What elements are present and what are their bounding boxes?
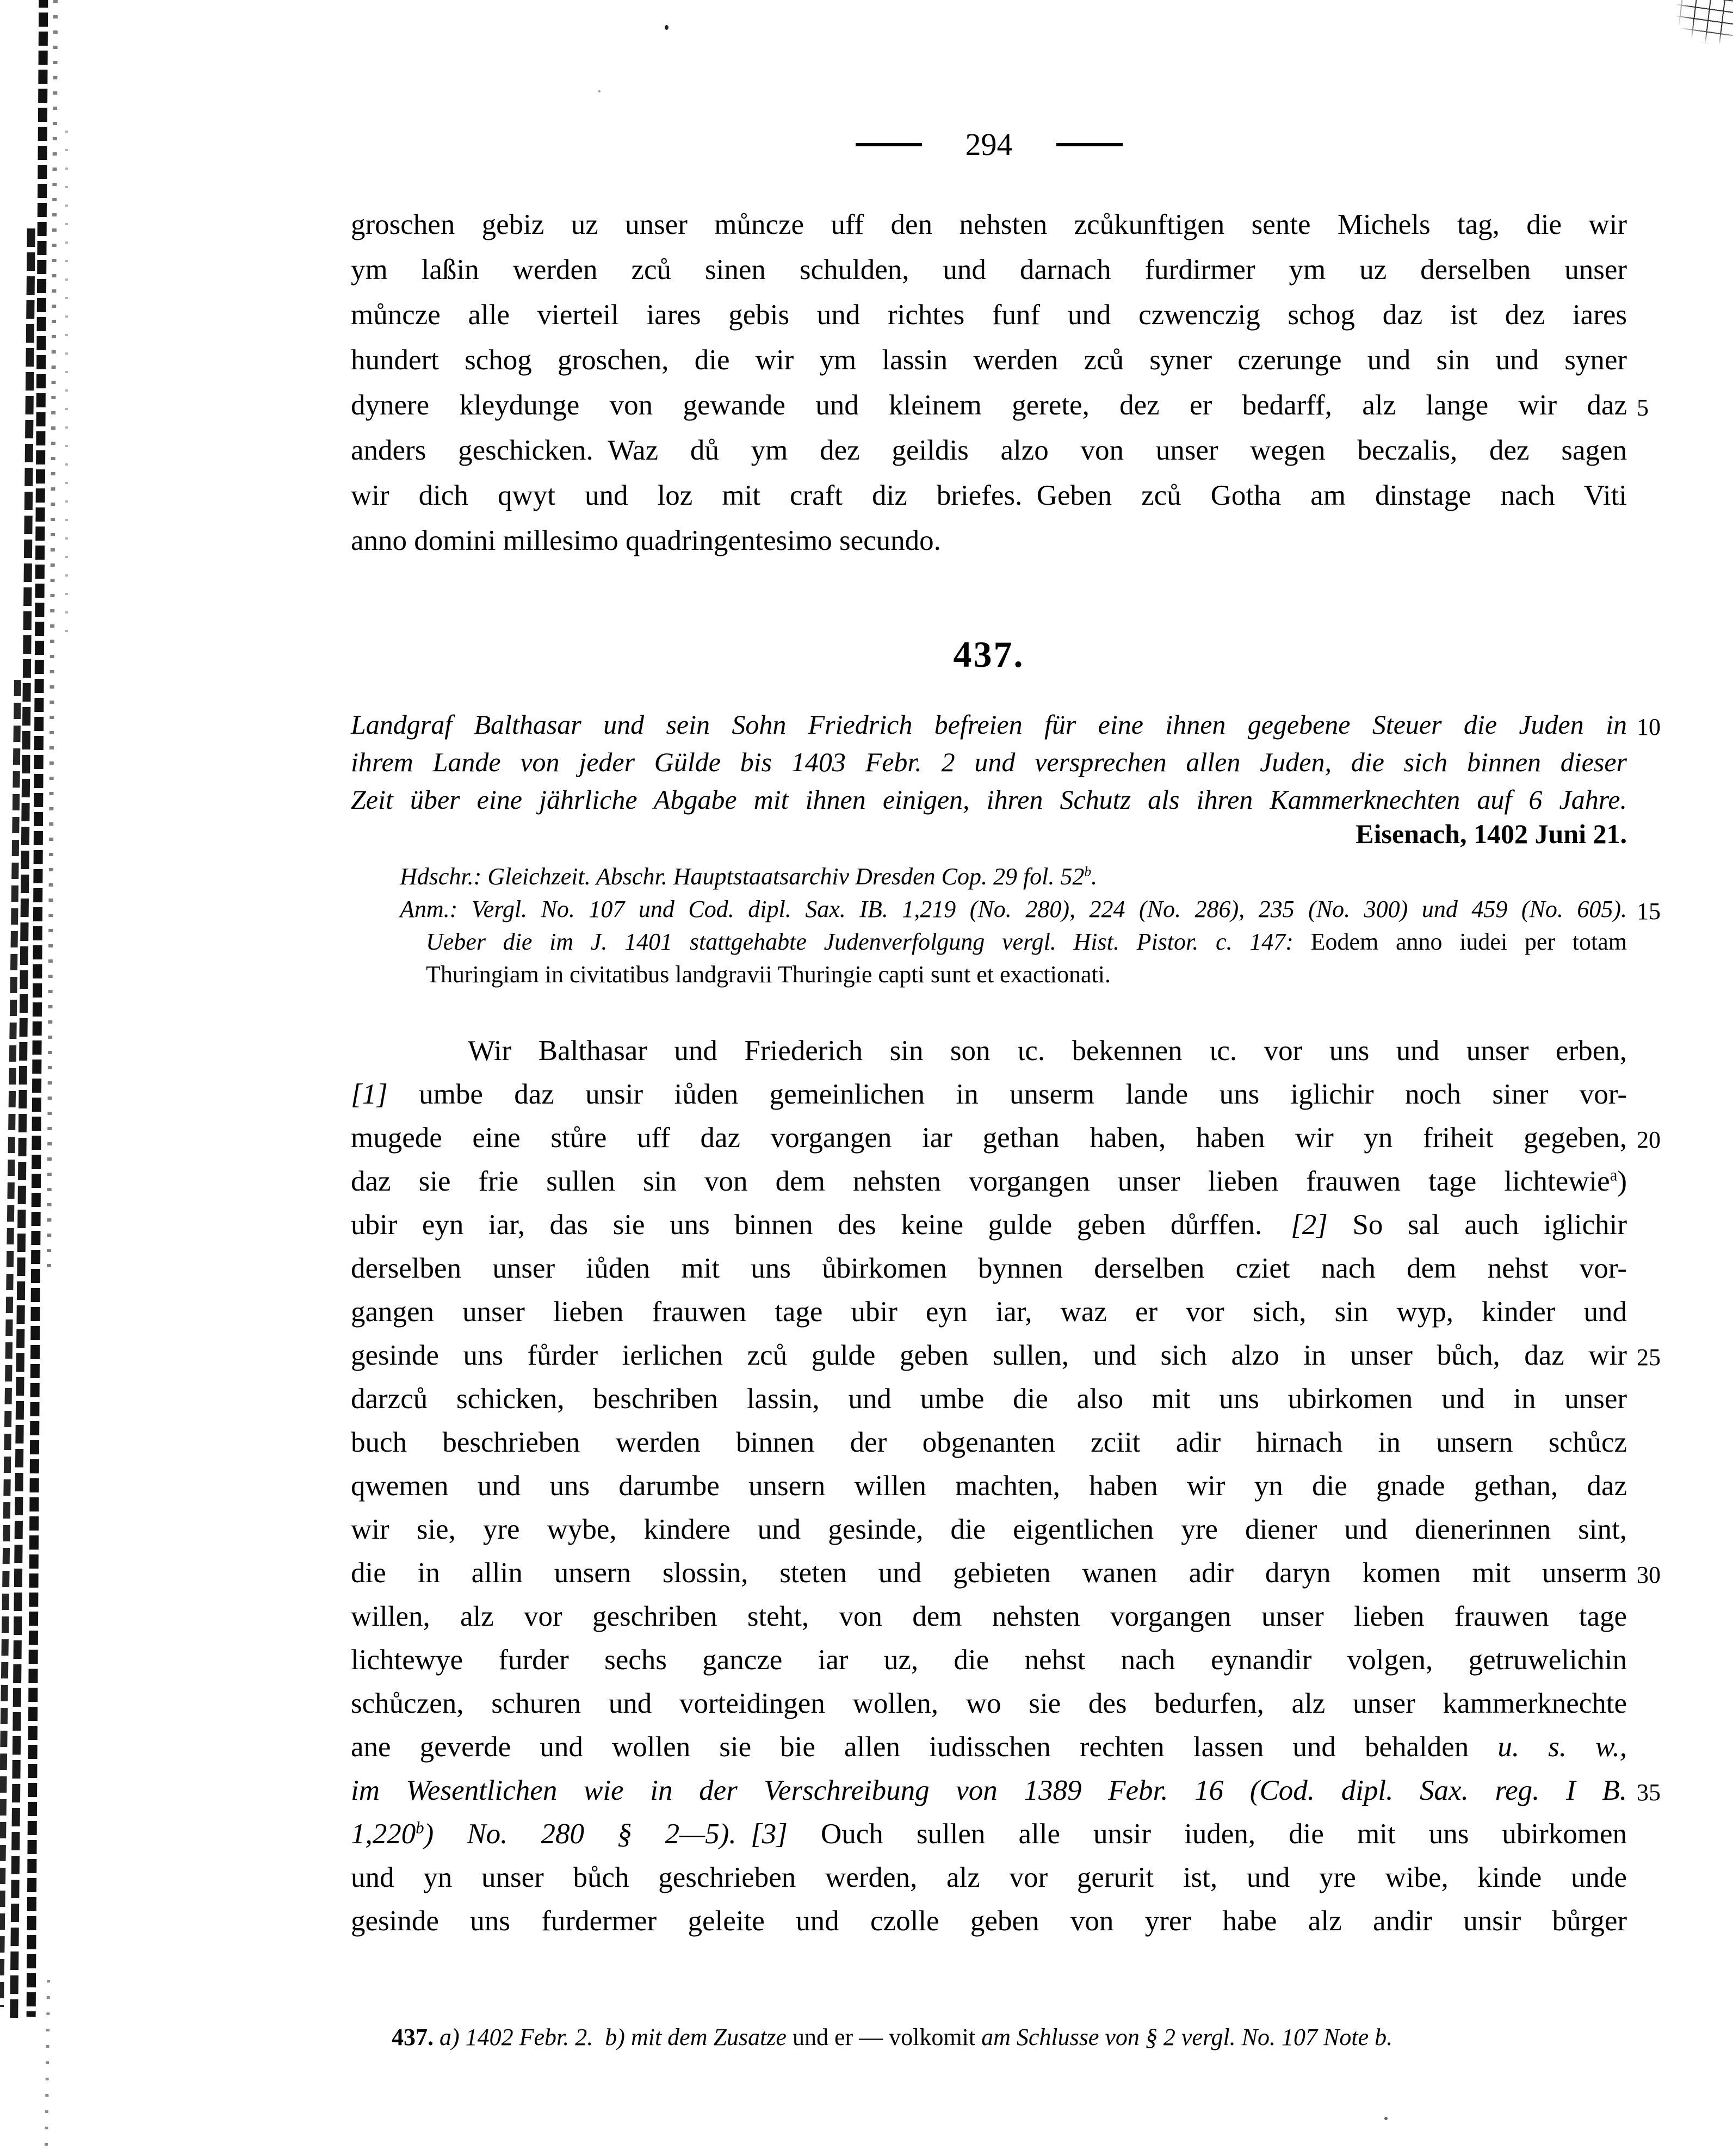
text-segment: wir sie, yre wybe, kindere und gesinde, die eigentlichen yre diener und dienerinnen sint, [351,1514,1627,1545]
text-line [351,1029,1627,1073]
scan-speck [598,90,601,92]
text-segment: und er — volkomit [792,2024,982,2050]
margin-line-number: 25 [1637,1344,1661,1371]
text-line [351,1160,1627,1203]
text-segment: [3] [751,1818,788,1850]
text-segment: ) No. 280 § 2—5). [424,1818,751,1850]
text-segment: Anm.: Vergl. No. 107 und Cod. dipl. Sax. IB. 1,219 (No. 280), 224 (No. 286), 235 (No. 300) und 459 (No. 605). [400,896,1627,922]
margin-line-number: 35 [1637,1779,1661,1806]
entry-dateline: Eisenach, 1402 Juni 21. [1356,819,1627,849]
text-segment: ubir eyn iar, das sie uns binnen des keine gulde geben důrffen. [351,1209,1291,1241]
margin-line-number: 20 [1637,1126,1661,1153]
text-line [351,338,1627,383]
text-line [351,1899,1627,1943]
header-rule-right [1056,143,1123,146]
text-segment: umbe daz unsir iůden gemeinlichen in unserm lande uns iglichir noch siner vor- [387,1079,1627,1110]
text-line [400,860,1627,893]
page-number: 294 [965,127,1013,162]
scan-binding-streak [10,228,35,2018]
text-segment: Hdschr.: Gleichzeit. Abschr. Hauptstaatsarchiv Dresden Cop. 29 fol. 52 [400,863,1085,890]
text-segment: schůczen, schuren und vorteidingen wollen, wo sie des bedurfen, alz unser kammerknechte [351,1688,1627,1719]
text-line [351,1116,1661,1160]
scan-speck [665,25,669,30]
text-segment: die in allin unsern slossin, steten und gebieten wanen adir daryn komen mit unserm [351,1557,1627,1589]
text-segment: hundert schog groschen, die wir ym lassin werden zců syner czerunge und sin und syner [351,344,1627,376]
scan-binding-streak [45,1980,50,2154]
scan-binding-streak [0,680,21,2007]
text-segment: qwemen und uns darumbe unsern willen machten, haben wir yn die gnade gethan, daz [351,1470,1627,1502]
footnote-marker: b [1084,863,1092,879]
text-line [351,1334,1661,1377]
text-segment: [1] [351,1079,388,1110]
text-segment: a) 1402 Febr. 2. b) mit dem Zusatze [440,2024,793,2050]
text-segment: dynere kleydunge von gewande und kleinem gerete, dez er bedarff, alz lange wir daz [351,389,1627,421]
footnote-marker: b [416,1818,424,1837]
text-segment: So sal auch iglichir [1327,1209,1627,1241]
text-line [351,1247,1627,1290]
text-segment: daz sie frie sullen sin von dem nehsten vorgangen unser lieben frauwen tage lichtewie [351,1166,1610,1197]
footnote-marker: a [1610,1166,1618,1185]
text-segment: gesinde uns furdermer geleite und czolle geben von yrer habe alz andir unsir bůrger [351,1905,1627,1937]
text-line [351,781,1627,819]
scan-noise [1676,0,1733,44]
text-segment: můncze alle vierteil iares gebis und richtes funf und czwenczig schog daz ist dez iares [351,299,1627,331]
text-segment: Zeit über eine jährliche Abgabe mit ihnen einigen, ihren Schutz als ihren Kammerknechten auf 6 Jahre. [351,784,1627,815]
text-line [400,893,1661,926]
text-segment: im Wesentlichen wie in der Verschreibung von 1389 Febr. 16 (Cod. dipl. Sax. reg. I B. [351,1775,1627,1806]
text-segment: groschen gebiz uz unser můncze uff den nehsten zcůkunftigen sente Michels tag, die wir [351,209,1627,240]
text-line [351,518,1627,563]
header-rule-left [856,143,922,146]
text-line [351,1856,1627,1899]
text-line [351,1682,1627,1725]
text-line [351,1638,1627,1682]
entry-body [351,1029,1661,1943]
text-line [351,247,1627,293]
scan-binding-streak [47,0,58,1278]
text-line [400,958,1627,991]
text-segment: ane geverde und wollen sie bie allen iudisschen rechten lassen und behalden [351,1731,1498,1763]
text-line [392,2023,1643,2051]
text-segment: Ouch sullen alle unsir iuden, die mit uns ubirkomen [787,1818,1627,1850]
text-segment: u. s. w., [1497,1731,1627,1763]
text-segment: mugede eine stůre uff daz vorgangen iar gethan haben, haben wir yn friheit gegeben, [351,1122,1627,1154]
margin-line-number: 5 [1637,394,1649,421]
text-segment: Ueber die im J. 1401 stattgehabte Judenverfolgung vergl. Hist. Pistor. c. 147: [426,928,1311,955]
text-segment: Thuringiam in civitatibus landgravii Thuringie capti sunt et exactionati. [426,961,1111,988]
text-line [351,1551,1661,1595]
text-line [351,706,1661,744]
text-segment: willen, alz vor geschriben steht, von dem nehsten vorgangen unser lieben frauwen tage [351,1601,1627,1632]
text-line [351,428,1627,473]
text-segment: am Schlusse von § 2 vergl. No. 107 Note b. [981,2024,1393,2050]
text-segment: ym laßin werden zců sinen schulden, und darnach furdirmer ym uz derselben unser [351,254,1627,286]
text-segment: anders geschicken. Waz dů ym dez geildis alzo von unser wegen beczalis, dez sagen [351,435,1627,466]
text-segment: [2] [1291,1209,1328,1241]
text-line [400,926,1627,958]
text-line [351,473,1627,518]
text-line [351,1290,1627,1334]
text-segment: und yn unser bůch geschrieben werden, alz vor gerurit ist, und yre wibe, kinde unde [351,1862,1627,1893]
margin-line-number: 10 [1637,714,1661,740]
scan-binding-streak [27,0,48,2017]
opening-paragraph [351,202,1649,563]
text-segment: buch beschrieben werden binnen der obgenanten zciit adir hirnach in unsern schůcz [351,1427,1627,1458]
text-segment: lichtewye furder sechs gancze iar uz, die nehst nach eynandir volgen, getruwelichin [351,1644,1627,1676]
text-segment: wir dich qwyt und loz mit craft diz briefes. Geben zců Gotha am dinstage nach Viti [351,480,1627,511]
text-segment: darzců schicken, beschriben lassin, und umbe die also mit uns ubirkomen und in unser [351,1383,1627,1415]
text-segment: Wir Balthasar und Friederich sin son ɩc. bekennen ɩc. vor uns und unser erben, [468,1035,1627,1067]
text-segment: ) [1617,1166,1627,1197]
text-line [351,744,1627,781]
text-line [351,202,1627,247]
text-line [351,383,1649,428]
scan-speck [1384,2117,1388,2120]
text-line [351,293,1627,338]
text-segment: anno domini millesimo quadringentesimo secundo. [351,525,941,556]
text-segment: gangen unser lieben frauwen tage ubir eyn iar, waz er vor sich, sin wyp, kinder und [351,1296,1627,1328]
text-segment: . [1091,863,1098,890]
text-segment: 1,220 [351,1818,416,1850]
margin-line-number: 15 [1637,898,1661,925]
text-line [351,1203,1627,1247]
page-number-header [351,126,1627,163]
text-segment: Eodem anno iudei per totam [1310,928,1627,955]
text-segment: derselben unser iůden mit uns ůbirkomen bynnen derselben cziet nach dem nehst vor- [351,1253,1627,1284]
text-line [351,1725,1627,1769]
entry-sources [400,860,1661,991]
text-line [351,1073,1627,1116]
text-line [351,1421,1627,1464]
margin-line-number: 30 [1637,1562,1661,1588]
text-segment: gesinde uns fůrder ierlichen zců gulde geben sullen, und sich alzo in unser bůch, daz wir [351,1340,1627,1371]
text-segment: Landgraf Balthasar und sein Sohn Friedrich befreien für eine ihnen gegebene Steuer die Juden in [351,709,1627,740]
scan-binding-streak [65,131,68,647]
text-line [351,1812,1627,1856]
text-line [351,1595,1627,1638]
entry-summary [351,706,1661,819]
text-line [351,1769,1661,1812]
text-segment: 437. [392,2024,440,2050]
entry-number-heading: 437. [953,634,1025,675]
text-line [351,1508,1627,1551]
entry-footnote [392,2023,1643,2051]
text-line [351,1464,1627,1508]
text-segment: ihrem Lande von jeder Gülde bis 1403 Febr. 2 und versprechen allen Juden, die sich binnen dieser [351,747,1627,777]
text-line [351,1377,1627,1421]
